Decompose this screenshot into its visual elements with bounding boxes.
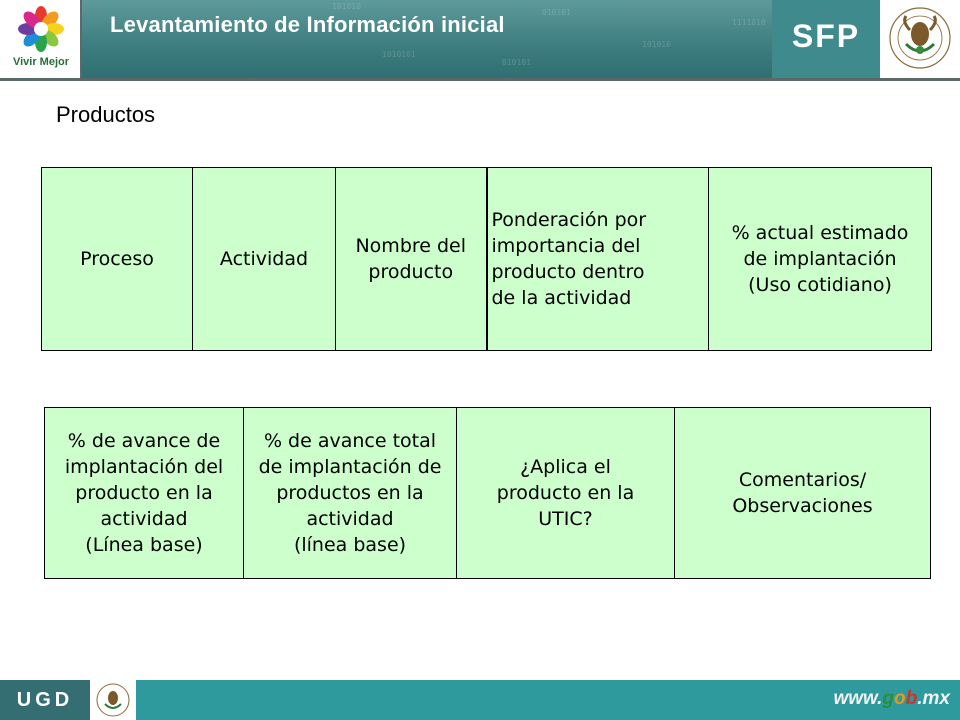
mexico-seal — [880, 0, 960, 78]
binary-decoration: 1111010 — [732, 18, 766, 27]
title-band — [82, 0, 772, 78]
table-row — [45, 408, 931, 579]
logo-text: Vivir Mejor — [12, 56, 70, 68]
binary-decoration: 101010 — [642, 40, 671, 49]
binary-decoration: 010101 — [542, 8, 571, 17]
header-cell-avance-producto: % de avance de implantación del producto en la actividad (Línea base) — [45, 408, 244, 579]
gob-mx-link[interactable] — [834, 688, 951, 710]
section-title: Productos — [56, 102, 156, 127]
ugd-text: UGD — [16, 689, 74, 711]
header-cell-actividad: Actividad — [193, 168, 336, 351]
footer — [0, 680, 960, 720]
footer-seal — [90, 680, 136, 720]
page-title: Levantamiento de Información inicial — [110, 12, 505, 37]
sfp-logo-text: SFP — [791, 18, 861, 54]
header-cell-proceso: Proceso — [42, 168, 193, 351]
eagle-seal-icon — [90, 680, 136, 720]
header-rule — [0, 78, 960, 81]
header-cell-comentarios: Comentarios/ Observaciones — [675, 408, 931, 579]
sfp-logo — [772, 0, 880, 78]
table-row — [42, 168, 932, 351]
header — [0, 0, 960, 80]
vivir-mejor-logo — [0, 0, 82, 78]
header-cell-avance-total: % de avance total de implantación de productos en la actividad (línea base) — [244, 408, 457, 579]
url-letter-o: o — [894, 688, 906, 709]
url-mx: mx — [922, 688, 950, 709]
header-cell-nombre-producto: Nombre del producto — [336, 168, 487, 351]
binary-decoration: 010101 — [502, 58, 531, 67]
url-letter-b: b — [905, 688, 918, 709]
flower-icon — [18, 6, 64, 52]
url-dot: . — [917, 688, 923, 709]
header-cell-ponderacion: Ponderación por importancia del producto dentro de la actividad — [487, 168, 709, 351]
products-table-2 — [44, 407, 931, 579]
url-prefix: www. — [833, 688, 883, 709]
products-table-1 — [41, 167, 932, 351]
eagle-seal-icon — [880, 0, 960, 78]
binary-decoration: 1010101 — [382, 50, 416, 59]
header-cell-aplica-utic: ¿Aplica el producto en la UTIC? — [457, 408, 675, 579]
url-letter-g: g — [882, 688, 895, 709]
header-cell-porcentaje-actual: % actual estimado de implantación (Uso cotidiano) — [709, 168, 932, 351]
binary-decoration: 101010 — [332, 2, 361, 11]
ugd-logo — [0, 680, 90, 720]
